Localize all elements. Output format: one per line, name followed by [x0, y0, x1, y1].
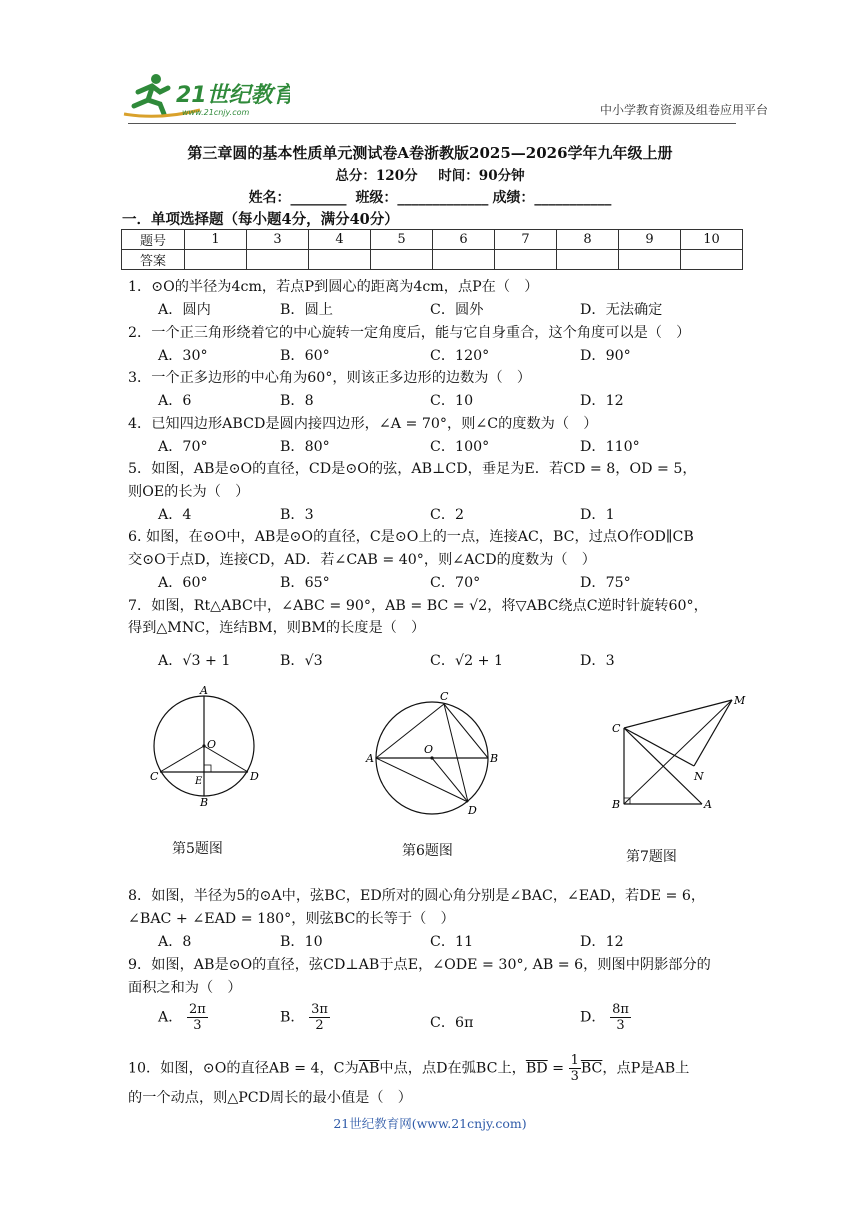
question-8-stem-cont: ∠BAC + ∠EAD = 180°，则弦BC的长等于（ ）	[128, 911, 455, 927]
answer-cell[interactable]	[557, 250, 619, 270]
question-5-stem: 5．如图，AB是⊙O的直径，CD是⊙O的弦，AB⊥CD，垂足为E．若CD = 8，OD = 5，	[128, 461, 697, 477]
figure-5-caption: 第5题图	[172, 841, 223, 857]
question-4-stem: 4．已知四边形ABCD是圆内接四边形，∠A = 70°，则∠C的度数为（ ）	[128, 416, 598, 432]
q8-option-b[interactable]: B．10	[280, 934, 323, 950]
fig7-label-a: A	[704, 798, 712, 811]
question-3-stem: 3．一个正多边形的中心角为60°，则该正多边形的边数为（ ）	[128, 370, 532, 386]
q8-option-a[interactable]: A．8	[158, 934, 192, 950]
q9-d-fraction: $\frac{8\pi}{3}$	[612, 1002, 629, 1033]
fig7-label-c: C	[612, 722, 621, 735]
answer-cell[interactable]	[619, 250, 681, 270]
q10-fraction: $\frac{1}{3}$	[570, 1053, 579, 1084]
exam-meta	[0, 164, 860, 184]
table-row	[122, 250, 743, 270]
table-header-cell: 答案	[122, 250, 185, 270]
q4-option-d[interactable]: D．110°	[580, 439, 640, 455]
arc-bd: $\overline{BD}$	[525, 1060, 548, 1077]
q4-option-b[interactable]: B．80°	[280, 439, 330, 455]
table-cell: 9	[619, 230, 681, 250]
fig6-ac	[376, 704, 444, 758]
question-10-stem-cont: 的一个动点，则△PCD周长的最小值是（ ）	[128, 1090, 412, 1106]
site-logo	[120, 70, 290, 120]
fig7-cm	[624, 700, 732, 728]
page-footer[interactable]: 21世纪教育网(www.21cnjy.com)	[333, 1116, 527, 1131]
table-cell: 6	[433, 230, 495, 250]
q7-option-c[interactable]: C．√2 + 1	[430, 653, 504, 669]
q6-option-b[interactable]: B．65°	[280, 575, 330, 591]
q9-b-fraction: $\frac{3\pi}{2}$	[311, 1002, 328, 1033]
fig6-label-d: D	[468, 804, 477, 817]
class-field[interactable]: 班级：_____________	[355, 190, 489, 206]
q3-option-d[interactable]: D．12	[580, 393, 624, 409]
question-2-stem: 2．一个正三角形绕着它的中心旋转一定角度后，能与它自身重合，这个角度可以是（ ）	[128, 325, 691, 341]
q5-option-a[interactable]: A．4	[158, 507, 192, 523]
arc-bc: $\overline{BC}$	[580, 1060, 603, 1077]
q1-option-d[interactable]: D．无法确定	[580, 302, 663, 318]
name-field[interactable]: 姓名：________	[248, 190, 347, 206]
q9-option-a[interactable]: A． $\frac{2\pi}{3}$	[158, 1002, 206, 1033]
fig5-label-e: E	[195, 776, 203, 787]
answer-cell[interactable]	[185, 250, 247, 270]
q4-option-a[interactable]: A．70°	[158, 439, 208, 455]
fig6-label-c: C	[440, 690, 449, 703]
fig6-center-dot	[430, 756, 433, 759]
table-cell: 8	[557, 230, 619, 250]
q1-option-a[interactable]: A．圆内	[158, 302, 211, 318]
q8-option-d[interactable]: D．12	[580, 934, 624, 950]
fig5-right-angle-mark	[204, 765, 211, 772]
fig5-label-c: C	[150, 770, 159, 783]
fig6-label-o: O	[424, 743, 434, 756]
q1-option-b[interactable]: B．圆上	[280, 302, 333, 318]
q6-option-c[interactable]: C．70°	[430, 575, 481, 591]
q9-option-c[interactable]: C．6π	[430, 1015, 474, 1031]
question-6-stem-cont: 交⊙O于点D，连接CD，AD．若∠CAB = 40°，则∠ACD的度数为（ ）	[128, 552, 596, 568]
fig7-label-m: M	[734, 694, 746, 707]
question-1-stem: 1．⊙O的半径为4cm，若点P到圆心的距离为4cm，点P在（ ）	[128, 279, 539, 295]
question-7-stem-cont: 得到△MNC，连结BM，则BM的长度是（ ）	[128, 620, 426, 636]
question-5-stem-cont: 则OE的长为（ ）	[128, 484, 250, 500]
time-limit: 时间：90分钟	[438, 168, 525, 184]
q9-option-d[interactable]: D． $\frac{8\pi}{3}$	[580, 1002, 629, 1033]
answer-cell[interactable]	[247, 250, 309, 270]
table-header-cell: 题号	[122, 230, 185, 250]
question-10-stem: 10．如图，⊙O的直径AB = 4，C为$\overline{AB}$中点，点D在弧BC上，$\overline{BD}$ = $\frac{1}{3}$ $\overline{BC}$，点P是AB上	[128, 1053, 690, 1084]
q2-option-a[interactable]: A．30°	[158, 348, 208, 364]
fig7-label-n: N	[694, 770, 704, 783]
q4-option-c[interactable]: C．100°	[430, 439, 490, 455]
q3-option-b[interactable]: B．8	[280, 393, 314, 409]
q5-option-b[interactable]: B．3	[280, 507, 314, 523]
answer-table	[121, 229, 743, 270]
platform-tagline: 中小学教育资源及组卷应用平台	[600, 103, 769, 117]
q7-option-d[interactable]: D．3	[580, 653, 615, 669]
table-cell: 1	[185, 230, 247, 250]
figure-6-diagram	[364, 690, 504, 822]
q8-option-c[interactable]: C．11	[430, 934, 474, 950]
q3-option-c[interactable]: C．10	[430, 393, 474, 409]
fig6-label-b: B	[490, 752, 499, 765]
figure-7-diagram	[606, 688, 756, 814]
table-row	[122, 230, 743, 250]
figure-6-caption: 第6题图	[402, 843, 453, 859]
answer-cell[interactable]	[371, 250, 433, 270]
q7-option-b[interactable]: B．√3	[280, 653, 323, 669]
q6-option-a[interactable]: A．60°	[158, 575, 208, 591]
q7-option-a[interactable]: A．√3 + 1	[158, 653, 231, 669]
fig5-label-d: D	[250, 770, 259, 783]
exam-title: 第三章圆的基本性质单元测试卷A卷浙教版2025—2026学年九年级上册	[187, 144, 673, 162]
table-cell: 3	[247, 230, 309, 250]
fig7-mn	[694, 700, 732, 766]
answer-cell[interactable]	[681, 250, 743, 270]
answer-cell[interactable]	[309, 250, 371, 270]
fig5-oc	[160, 746, 204, 772]
header-divider	[128, 123, 736, 124]
q2-option-c[interactable]: C．120°	[430, 348, 490, 364]
q1-option-c[interactable]: C．圆外	[430, 302, 484, 318]
figure-5-diagram	[140, 682, 270, 812]
fig5-label-o: O	[207, 738, 217, 751]
q9-option-b[interactable]: B． $\frac{3\pi}{2}$	[280, 1002, 328, 1033]
figure-7-caption: 第7题图	[626, 849, 677, 865]
q2-option-b[interactable]: B．60°	[280, 348, 330, 364]
question-8-stem: 8．如图，半径为5的⊙A中，弦BC，ED所对的圆心角分别是∠BAC，∠EAD，若DE = 6，	[128, 888, 706, 904]
answer-cell[interactable]	[433, 250, 495, 270]
student-info	[0, 187, 860, 207]
question-7-stem: 7．如图，Rt△ABC中，∠ABC = 90°，AB = BC = √2，将▽ABC绕点C逆时针旋转60°，	[128, 598, 708, 614]
fig7-bm	[624, 700, 732, 804]
question-9-stem-cont: 面积之和为（ ）	[128, 980, 242, 996]
table-cell: 4	[309, 230, 371, 250]
fig5-center-dot	[202, 744, 205, 747]
section-heading: 一．单项选择题（每小题4分，满分40分）	[122, 211, 399, 228]
fig7-label-b: B	[612, 798, 621, 811]
score-field[interactable]: 成绩：___________	[492, 190, 612, 206]
fig5-label-a: A	[200, 684, 208, 697]
question-9-stem: 9．如图，AB是⊙O的直径，弦CD⊥AB于点E，∠ODE = 30°, AB = 6，则图中阴影部分的	[128, 957, 711, 973]
q3-option-a[interactable]: A．6	[158, 393, 192, 409]
fig5-label-b: B	[200, 796, 209, 809]
q5-option-d[interactable]: D．1	[580, 507, 615, 523]
q5-option-c[interactable]: C．2	[430, 507, 465, 523]
svg-text:www.21cnjy.com: www.21cnjy.com	[182, 108, 250, 117]
table-cell: 7	[495, 230, 557, 250]
q9-a-fraction: $\frac{2\pi}{3}$	[188, 1002, 206, 1033]
fig6-label-a: A	[366, 752, 374, 765]
q2-option-d[interactable]: D．90°	[580, 348, 631, 364]
arc-ab: $\overline{AB}$	[358, 1060, 380, 1077]
table-cell: 10	[681, 230, 743, 250]
answer-cell[interactable]	[495, 250, 557, 270]
table-cell: 5	[371, 230, 433, 250]
question-6-stem: 6. 如图，在⊙O中，AB是⊙O的直径，C是⊙O上的一点，连接AC，BC，过点O作OD∥CB	[128, 529, 694, 545]
svg-text:21世纪教育: 21世纪教育	[176, 83, 290, 108]
total-score: 总分：120分	[335, 168, 418, 184]
q6-option-d[interactable]: D．75°	[580, 575, 631, 591]
